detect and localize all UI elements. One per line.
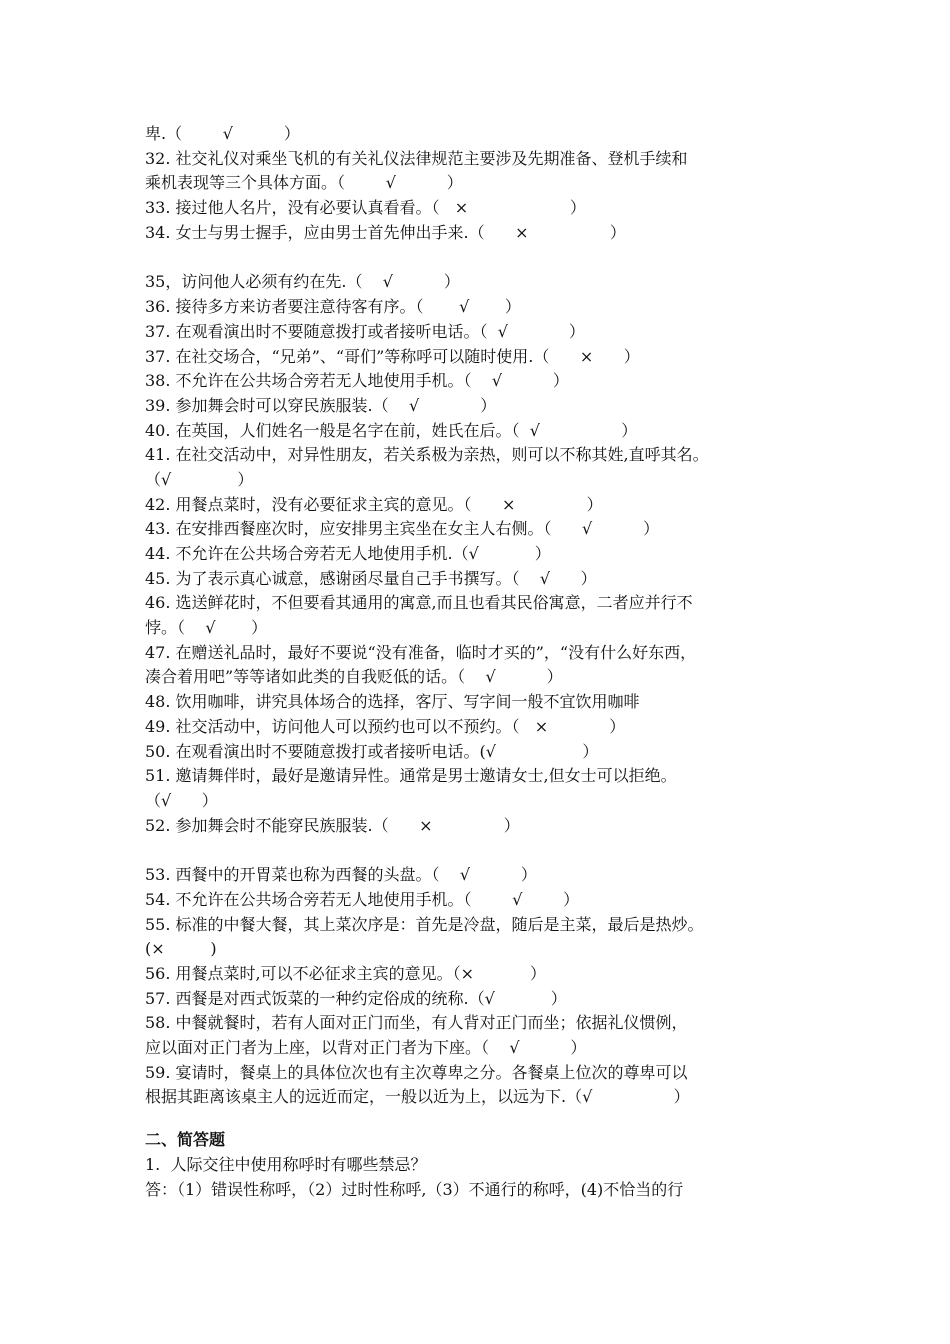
text-line: 35，访问他人必须有约在先.（ √ ）: [145, 272, 460, 292]
text-line: 55. 标准的中餐大餐，其上菜次序是：首先是冷盘，随后是主菜，最后是热炒。: [145, 914, 704, 934]
text-line: 33. 接过他人名片，没有必要认真看看。（ × ）: [145, 198, 586, 218]
text-line: 44. 不允许在公共场合旁若无人地使用手机.（√ ）: [145, 544, 551, 563]
text-line: 34. 女士与男士握手，应由男士首先伸出手来.（ × ）: [145, 222, 626, 242]
text-line: 卑.（ √ ）: [145, 124, 300, 143]
text-line: 39. 参加舞会时可以穿民族服装.（ √ ）: [145, 395, 497, 415]
document-body: [145, 122, 845, 1202]
text-line: 32. 社交礼仪对乘坐飞机的有关礼仪法律规范主要涉及先期准备、登机手续和: [145, 148, 688, 168]
text-line: (× ): [145, 939, 217, 959]
text-line: 51. 邀请舞伴时，最好是邀请异性。通常是男士邀请女士,但女士可以拒绝。: [145, 766, 677, 786]
text-line: （√ ）: [145, 790, 218, 810]
text-line: 52. 参加舞会时不能穿民族服装.（ × ）: [145, 815, 520, 835]
text-line: 悖。（ √ ）: [145, 618, 268, 638]
text-line: 38. 不允许在公共场合旁若无人地使用手机。（ √ ）: [145, 371, 569, 391]
section-heading: 二、简答题: [145, 1130, 226, 1150]
text-line: 凑合着用吧”等等诸如此类的自我贬低的话。（ √ ）: [145, 667, 563, 687]
text-line: 乘机表现等三个具体方面。（ √ ）: [145, 173, 463, 193]
text-line: 37. 在观看演出时不要随意拨打或者接听电话。（ √ ）: [145, 321, 585, 341]
text-line: 45. 为了表示真心诚意，感谢函尽量自己手书撰写。（ √ ）: [145, 568, 597, 588]
text-line: 50. 在观看演出时不要随意拨打或者接听电话。(√ ）: [145, 741, 599, 761]
text-line: 56. 用餐点菜时,可以不必征求主宾的意见。（× ）: [145, 964, 546, 983]
text-line: 58. 中餐就餐时，若有人面对正门而坐，有人背对正门而坐；依据礼仪惯例，: [145, 1013, 688, 1033]
text-line: 57. 西餐是对西式饭菜的一种约定俗成的统称.（√ ）: [145, 988, 567, 1008]
text-line: 46. 选送鲜花时，不但要看其通用的寓意,而且也看其民俗寓意，二者应并行不: [145, 593, 693, 613]
text-line: （√ ）: [145, 469, 254, 489]
text-line: 40. 在英国，人们姓名一般是名字在前，姓氏在后。（ √ ）: [145, 420, 638, 440]
blank-line: [145, 245, 845, 270]
text-line: 1. 人际交往中使用称呼时有哪些禁忌？: [145, 1154, 427, 1174]
text-line: 47. 在赠送礼品时，最好不要说“没有准备，临时才买的”，“没有什么好东西，: [145, 642, 697, 662]
blank-line: [145, 838, 845, 863]
text-line: 答：（1）错误性称呼，（2）过时性称呼,（3）不通行的称呼，(4)不恰当的行: [145, 1179, 684, 1199]
text-line: 37. 在社交场合，“兄弟”、“哥们”等称呼可以随时使用.（ × ）: [145, 346, 640, 366]
text-line: 41. 在社交活动中，对异性朋友，若关系极为亲热，则可以不称其姓,直呼其名。: [145, 445, 709, 465]
text-line: 53. 西餐中的开胃菜也称为西餐的头盘。（ √ ）: [145, 865, 537, 885]
text-line: 42. 用餐点菜时，没有必要征求主宾的意见。（ × ）: [145, 494, 603, 514]
text-line: 36. 接待多方来访者要注意待客有序。（ √ ）: [145, 297, 521, 317]
text-line: 54. 不允许在公共场合旁若无人地使用手机。（ √ ）: [145, 889, 580, 909]
text-line: 49. 社交活动中，访问他人可以预约也可以不预约。（ × ）: [145, 716, 626, 736]
text-line: 48. 饮用咖啡，讲究具体场合的选择，客厅、写字间一般不宜饮用咖啡: [145, 692, 640, 712]
blank-line: [145, 1110, 845, 1128]
text-line: 应以面对正门者为上座，以背对正门者为下座。（ √ ）: [145, 1038, 587, 1058]
text-line: 59. 宴请时，餐桌上的具体位次也有主次尊卑之分。各餐桌上位次的尊卑可以: [145, 1062, 688, 1082]
text-line: 根据其距离该桌主人的远近而定，一般以近为上，以远为下.（√ ）: [145, 1087, 690, 1107]
text-line: 43. 在安排西餐座次时，应安排男主宾坐在女主人右侧。（ √ ）: [145, 519, 660, 539]
